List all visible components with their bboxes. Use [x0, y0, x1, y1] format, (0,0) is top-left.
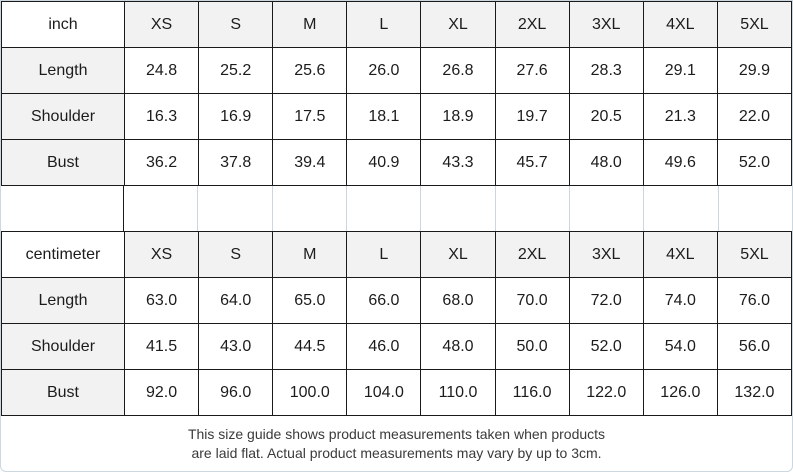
- measurement-cell: 65.0: [273, 278, 347, 324]
- measurement-cell: 29.1: [643, 48, 717, 94]
- measurement-cell: 21.3: [643, 94, 717, 140]
- measurement-cell: 100.0: [273, 370, 347, 416]
- table-row-bust: [2, 140, 792, 186]
- measurement-cell: 17.5: [273, 94, 347, 140]
- measurement-cell: 56.0: [717, 324, 791, 370]
- size-col-header: 2XL: [495, 2, 569, 48]
- row-label: Length: [2, 48, 125, 94]
- gap-label-cell: [1, 186, 124, 231]
- size-col-header: XL: [421, 232, 495, 278]
- measurement-cell: 16.3: [125, 94, 199, 140]
- measurement-cell: 36.2: [125, 140, 199, 186]
- measurement-cell: 64.0: [199, 278, 273, 324]
- size-header-row: [2, 232, 792, 278]
- table-row-length: [2, 48, 792, 94]
- gap-cell: [272, 186, 346, 231]
- measurement-cell: 24.8: [125, 48, 199, 94]
- size-col-header: M: [273, 232, 347, 278]
- measurement-cell: 44.5: [273, 324, 347, 370]
- measurement-cell: 116.0: [495, 370, 569, 416]
- measurement-cell: 40.9: [347, 140, 421, 186]
- measurement-cell: 18.9: [421, 94, 495, 140]
- gap-cell: [643, 186, 717, 231]
- size-table-inch: [1, 1, 792, 186]
- measurement-cell: 41.5: [125, 324, 199, 370]
- row-label: Length: [2, 278, 125, 324]
- row-label: Shoulder: [2, 324, 125, 370]
- gap-cell: [124, 186, 197, 231]
- measurement-cell: 20.5: [569, 94, 643, 140]
- measurement-cell: 39.4: [273, 140, 347, 186]
- measurement-cell: 26.8: [421, 48, 495, 94]
- measurement-cell: 74.0: [643, 278, 717, 324]
- unit-label-cell: centimeter: [2, 232, 125, 278]
- measurement-cell: 76.0: [717, 278, 791, 324]
- gap-cell: [569, 186, 643, 231]
- measurement-cell: 110.0: [421, 370, 495, 416]
- size-col-header: 5XL: [717, 2, 791, 48]
- footer-note-line1: This size guide shows product measurements taken when products: [187, 426, 606, 442]
- measurement-cell: 19.7: [495, 94, 569, 140]
- table-row-length: [2, 278, 792, 324]
- row-label: Bust: [2, 140, 125, 186]
- measurement-cell: 50.0: [495, 324, 569, 370]
- size-col-header: L: [347, 2, 421, 48]
- measurement-cell: 66.0: [347, 278, 421, 324]
- table-row-bust: [2, 370, 792, 416]
- measurement-cell: 104.0: [347, 370, 421, 416]
- size-col-header: 4XL: [643, 2, 717, 48]
- measurement-cell: 72.0: [569, 278, 643, 324]
- measurement-cell: 43.3: [421, 140, 495, 186]
- gap-cell: [346, 186, 420, 231]
- gap-cell: [495, 186, 569, 231]
- size-col-header: 2XL: [495, 232, 569, 278]
- measurement-cell: 132.0: [717, 370, 791, 416]
- gap-cell: [197, 186, 271, 231]
- measurement-cell: 25.2: [199, 48, 273, 94]
- gap-cell: [420, 186, 494, 231]
- measurement-cell: 22.0: [717, 94, 791, 140]
- measurement-cell: 27.6: [495, 48, 569, 94]
- measurement-cell: 26.0: [347, 48, 421, 94]
- measurement-cell: 126.0: [643, 370, 717, 416]
- size-col-header: XS: [125, 232, 199, 278]
- footer-note: [1, 416, 792, 472]
- gap-cell: [718, 186, 792, 231]
- table-gap: [1, 186, 792, 231]
- measurement-cell: 28.3: [569, 48, 643, 94]
- measurement-cell: 43.0: [199, 324, 273, 370]
- measurement-cell: 46.0: [347, 324, 421, 370]
- unit-label-cell: inch: [2, 2, 125, 48]
- size-table-centimeter: [1, 231, 792, 416]
- size-col-header: S: [199, 232, 273, 278]
- size-col-header: 3XL: [569, 232, 643, 278]
- measurement-cell: 18.1: [347, 94, 421, 140]
- measurement-cell: 68.0: [421, 278, 495, 324]
- measurement-cell: 52.0: [569, 324, 643, 370]
- size-col-header: 3XL: [569, 2, 643, 48]
- table-row-shoulder: [2, 94, 792, 140]
- size-col-header: XL: [421, 2, 495, 48]
- measurement-cell: 25.6: [273, 48, 347, 94]
- measurement-cell: 52.0: [717, 140, 791, 186]
- measurement-cell: 45.7: [495, 140, 569, 186]
- size-col-header: M: [273, 2, 347, 48]
- measurement-cell: 49.6: [643, 140, 717, 186]
- table-row-shoulder: [2, 324, 792, 370]
- measurement-cell: 122.0: [569, 370, 643, 416]
- size-col-header: L: [347, 232, 421, 278]
- size-col-header: XS: [125, 2, 199, 48]
- measurement-cell: 29.9: [717, 48, 791, 94]
- measurement-cell: 48.0: [569, 140, 643, 186]
- measurement-cell: 92.0: [125, 370, 199, 416]
- measurement-cell: 70.0: [495, 278, 569, 324]
- footer-note-line2: are laid flat. Actual product measurements may vary by up to 3cm.: [191, 445, 602, 461]
- measurement-cell: 54.0: [643, 324, 717, 370]
- size-col-header: S: [199, 2, 273, 48]
- measurement-cell: 63.0: [125, 278, 199, 324]
- measurement-cell: 16.9: [199, 94, 273, 140]
- measurement-cell: 48.0: [421, 324, 495, 370]
- row-label: Bust: [2, 370, 125, 416]
- measurement-cell: 37.8: [199, 140, 273, 186]
- size-col-header: 4XL: [643, 232, 717, 278]
- row-label: Shoulder: [2, 94, 125, 140]
- measurement-cell: 96.0: [199, 370, 273, 416]
- size-col-header: 5XL: [717, 232, 791, 278]
- size-header-row: [2, 2, 792, 48]
